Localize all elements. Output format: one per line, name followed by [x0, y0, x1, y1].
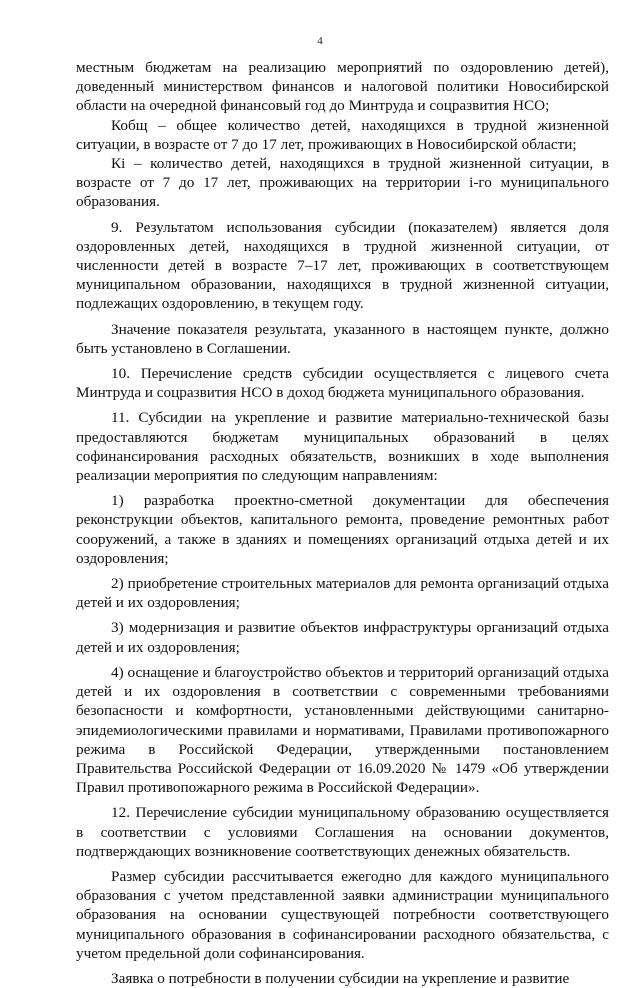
list-item-3: 3) модернизация и развитие объектов инфраструктуры организаций отдыха детей и их оздоровления; — [76, 619, 609, 656]
paragraph-application: Заявка о потребности в получении субсидии на укрепление и развитие — [111, 969, 570, 987]
paragraph-item-9: 9. Результатом использования субсидии (показателем) является доля оздоровленных детей, находящихся в трудной жизненной ситуации, от численности детей в возрасте 7–17 лет, проживающих в соответствующем муниципальном образовании, находящихся в трудной жизненной ситуации, подлежащих оздоровлению, в текущем году. — [76, 218, 609, 313]
page-number: 4 — [317, 35, 323, 47]
paragraph-ki-definition: Кi – количество детей, находящихся в трудной жизненной ситуации, в возрасте от 7 до 17 лет, проживающих на территории i-го муниципального образования. — [76, 155, 609, 211]
paragraph-item-12: 12. Перечисление субсидии муниципальному образованию осуществляется в соответствии с условиями Соглашения на основании документов, подтверждающих возникновение соответствующих денежных обязательств. — [76, 804, 609, 860]
list-item-4: 4) оснащение и благоустройство объектов и территорий организаций отдыха детей и их оздоровления в соответствии с современными требованиями безопасности и комфортности, установленными действующими санитарно-эпидемиологическими правилами и нормативами, Правилами противопожарного режима в Российской Федерации, утвержденными постановлением Правительства Российской Федерации от 16.09.2020 № 1479 «Об утверждении Правил противопожарного режима в Российской Федерации». — [76, 663, 609, 797]
paragraph-indicator-value: Значение показателя результата, указанного в настоящем пункте, должно быть установлено в Соглашении. — [76, 320, 609, 357]
paragraph-kobsch-definition: Кобщ – общее количество детей, находящихся в трудной жизненной ситуации, в возрасте от 7 до 17 лет, проживающих в Новосибирской области; — [76, 116, 609, 153]
paragraph-item-10: 10. Перечисление средств субсидии осуществляется с лицевого счета Минтруда и соцразвития НСО в доход бюджета муниципального образования. — [76, 365, 609, 402]
list-item-1: 1) разработка проектно-сметной документации для обеспечения реконструкции объектов, капитального ремонта, проведение ремонтных работ сооружений, а также в зданиях и помещениях организаций отдыха детей и их оздоровления; — [76, 492, 609, 567]
paragraph-item-11: 11. Субсидии на укрепление и развитие материально-технической базы предоставляются бюджетам муниципальных образований в целях софинансирования расходных обязательств, возникших в ходе выполнения реализации мероприятия по следующим направлениям: — [76, 409, 609, 485]
paragraph-subsidy-size: Размер субсидии рассчитывается ежегодно для каждого муниципального образования с учетом представленной заявки администрации муниципального образования на основании существующей потребности соответствующего муниципального образования в софинансировании расходного обязательства, с учетом предельной доли софинансирования. — [76, 867, 609, 962]
list-item-2: 2) приобретение строительных материалов для ремонта организаций отдыха детей и их оздоровления; — [76, 575, 609, 612]
document-body — [76, 58, 609, 988]
paragraph-continuation: местным бюджетам на реализацию мероприятий по оздоровлению детей), доведенный министерством финансов и налоговой политики Новосибирской области на очередной финансовый год до Минтруда и соцразвития НСО; — [76, 59, 609, 115]
